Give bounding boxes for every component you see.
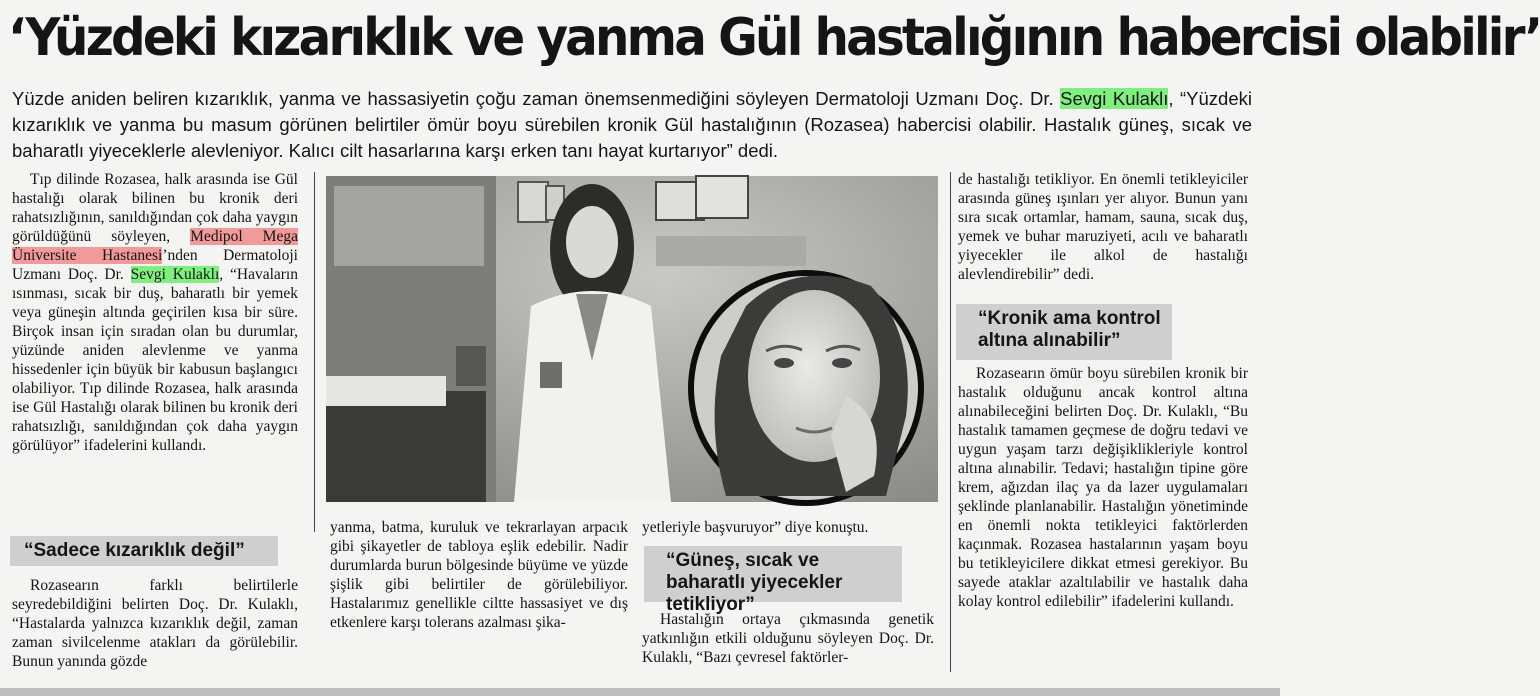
column-divider-right bbox=[950, 172, 951, 672]
doctor-photo-illustration bbox=[326, 176, 938, 502]
lead-text-1: Yüzde aniden beliren kızarıklık, yanma ve hassasiyetin çoğu zaman önemsenmediğini söyleyen Dermatoloji Uzmanı Doç. Dr. bbox=[12, 88, 1061, 109]
page-bottom-edge bbox=[0, 688, 1280, 696]
column-1-top bbox=[12, 170, 298, 455]
column-3-bottom bbox=[642, 610, 934, 667]
col2-paragraph-1: yanma, batma, kuruluk ve tekrarlayan arpacık gibi şikayetler de tabloya eşlik edebilir. Nadir durumlarda burun bölgesinde büyüme ve yüzde şişlik gibi belirtiler de görülebiliyor. Hastalarımız genellikle ciltte hassasiyet ve dış etkenlere karşı tolerans azalması şika- bbox=[330, 519, 628, 631]
lead-text-2: , “Yüzdeki kızarıklık ve yanma bu masum görünen belirtiler ömür boyu sürebilen kronik Gül hastalığının (Rozasea) habercisi olabilir. Hastalık güneş, sıcak ve baharatlı yiyeceklerle alevleniyor. Kalıcı cilt hasarlarına karşı erken tanı hayat kurtarıyor” dedi. bbox=[12, 88, 1252, 161]
hospital-highlight: Medipol Mega Üniversite Hastanesi bbox=[12, 228, 298, 264]
lead-paragraph bbox=[12, 86, 1252, 164]
doctor-name-highlight-2: Sevgi Kulaklı bbox=[130, 266, 220, 283]
column-divider-left bbox=[314, 172, 315, 532]
col4-paragraph-1: de hastalığı tetikliyor. En önemli tetikleyiciler arasında güneş ışınları yer alıyor. Bunun yanı sıra sıcak ortamlar, hamam, sauna, sıcak duş, yemek ve buhar maruziyeti, acılı ve baharatlı yiyecekler ile alkol de hastalığı alevlendirebilir” dedi. bbox=[958, 171, 1248, 283]
col1-paragraph-2: Rozasearın farklı belirtilerle seyredebildiğini belirten Doç. Dr. Kulaklı, “Hastalarda yalnızca kızarıklık değil, zaman zaman sivilcelenme atakları da görülebilir. Bunun yanında gözde bbox=[12, 577, 298, 670]
subhead-kronik: “Kronik ama kontrol altına alınabilir” bbox=[956, 304, 1172, 360]
col1-paragraph-1: Tıp dilinde Rozasea, halk arasında ise Gül hastalığı olarak bilinen bu kronik deri rahatsızlığının, sanıldığından çok daha yaygın görüldüğünü söyleyen, Medipol Mega Üniversite Hastanesi’nden Dermatoloji Uzmanı Doç. Dr. Sevgi Kulaklı, “Havaların ısınması, sıcak bir duş, baharatlı bir yemek veya güneşin altında geçirilen kısa bir süre. Birçok insan için sıradan olan bu durumlar, yüzünde aniden alevlenme ve yanma hissedenler için büyük bir kabusun başlangıcı olabiliyor. Tıp dilinde Rozasea, halk arasında ise Gül Hastalığı olarak bilinen bu kronik deri rahatsızlığı, sanıldığından çok daha yaygın görülüyor” ifadelerini kullandı. bbox=[12, 171, 298, 454]
doctor-name-highlight: Sevgi Kulaklı bbox=[1060, 88, 1169, 109]
column-4-bottom bbox=[958, 364, 1248, 611]
headline: ‘Yüzdeki kızarıklık ve yanma Gül hastalığının habercisi olabilir’ bbox=[8, 8, 1540, 68]
article-photo bbox=[326, 176, 938, 502]
column-2 bbox=[330, 518, 628, 632]
col3-paragraph-1: yetleriyle başvuruyor” diye konuştu. bbox=[642, 519, 869, 536]
column-3-top bbox=[642, 518, 934, 537]
subhead-sadece: “Sadece kızarıklık değil” bbox=[10, 536, 278, 566]
subhead-gunes: “Güneş, sıcak ve baharatlı yiyecekler tetikliyor” bbox=[644, 546, 902, 602]
col4-paragraph-2: Rozasearın ömür boyu sürebilen kronik bir hastalık olduğunu ancak kontrol altına alınabileceğini belirten Doç. Dr. Kulaklı, “Bu hastalık tamamen geçmese de doğru tedavi ve uygun yaşam tarzı değişiklikleriyle kontrol altına alınabilir. Tedavi; hastalığın tipine göre krem, ağızdan ilaç ya da lazer uygulamaları şeklinde planlanabilir. Hastalığın yönetiminde en önemli nokta tetikleyici faktörlerden kaçınmak. Rozasea hastalarının yaşam boyu bu tetikleyicilere dikkat etmesi gerekiyor. Bu sayede ataklar azaltılabilir ve hastalık daha kolay kontrol edilebilir” ifadelerini kullandı. bbox=[958, 365, 1248, 610]
column-1-bottom bbox=[12, 576, 298, 671]
col3-paragraph-2: Hastalığın ortaya çıkmasında genetik yatkınlığın etkili olduğunu söyleyen Doç. Dr. Kulaklı, “Bazı çevresel faktörler- bbox=[642, 611, 934, 666]
column-4-top bbox=[958, 170, 1248, 284]
